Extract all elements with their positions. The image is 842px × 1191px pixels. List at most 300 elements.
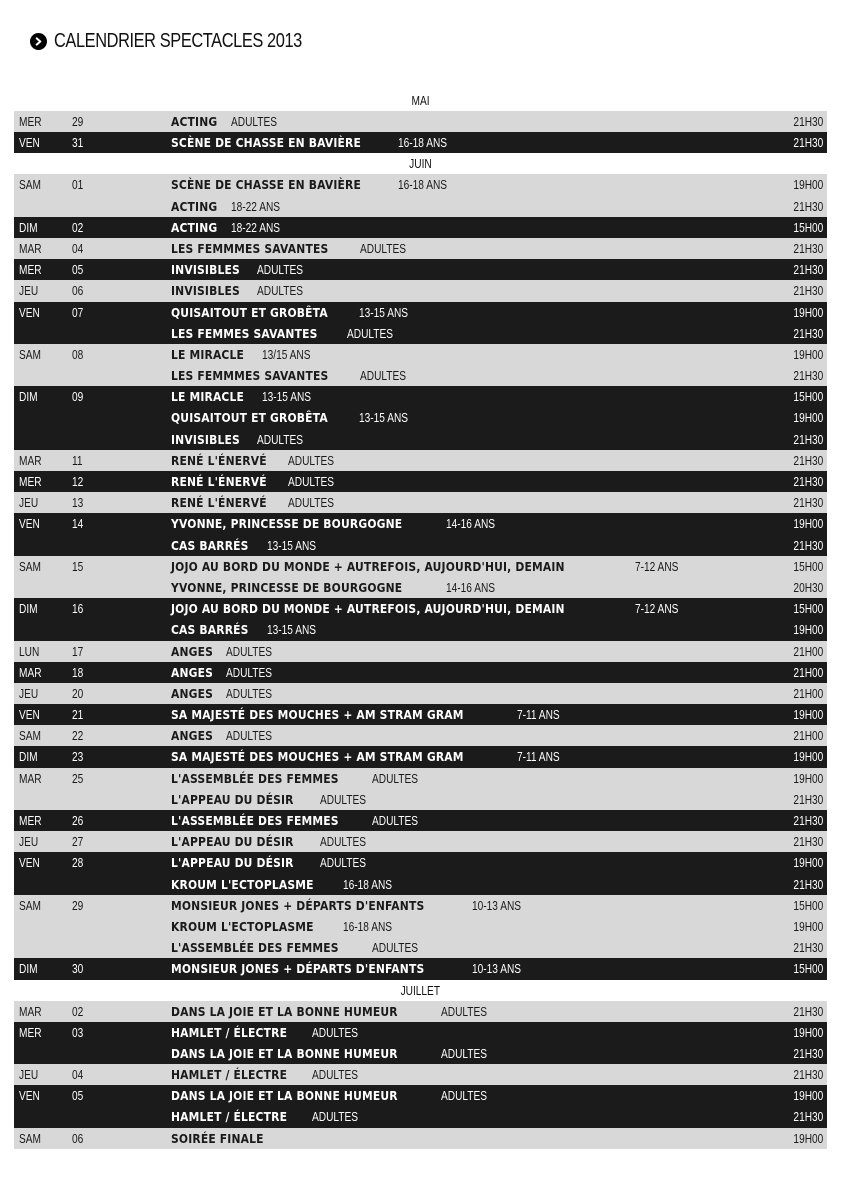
show-info (171, 217, 294, 238)
show-title: YVONNE, PRINCESSE DE BOURGOGNE (171, 516, 403, 532)
event-row (14, 132, 827, 153)
weekday: SAM (19, 728, 41, 744)
event-row (14, 662, 827, 683)
show-time: 15H00 (793, 961, 823, 977)
show-info (171, 429, 316, 450)
day-number: 22 (72, 728, 84, 744)
event-row (14, 217, 827, 238)
day-number: 05 (72, 1088, 84, 1104)
event-row (14, 323, 827, 344)
show-info (171, 598, 690, 619)
month-heading (14, 153, 827, 174)
show-time: 21H00 (793, 664, 823, 680)
show-info (171, 407, 422, 428)
show-time: 15H00 (793, 558, 823, 574)
weekday: MAR (19, 240, 42, 256)
weekday: JEU (19, 834, 39, 850)
event-row (14, 196, 827, 217)
show-time: 21H00 (793, 728, 823, 744)
show-info (171, 831, 379, 852)
show-info (171, 1128, 285, 1149)
show-info (171, 1085, 500, 1106)
day-group (14, 746, 827, 767)
day-group (14, 132, 827, 153)
event-row (14, 768, 827, 789)
audience-label: 16-18 ANS (342, 876, 392, 892)
show-info (171, 1001, 500, 1022)
show-title: CAS BARRÉS (171, 622, 249, 638)
show-title: LES FEMMMES SAVANTES (171, 240, 329, 256)
show-time: 19H00 (793, 410, 823, 426)
day-group (14, 238, 827, 259)
event-row (14, 492, 827, 513)
audience-label: 14-16 ANS (445, 516, 496, 532)
day-number: 06 (72, 1130, 84, 1146)
day-number: 27 (72, 834, 84, 850)
day-group (14, 1085, 827, 1127)
page-title: CALENDRIER SPECTACLES 2013 (54, 29, 302, 52)
day-group (14, 344, 827, 386)
day-number: 02 (72, 219, 84, 235)
day-group (14, 598, 827, 640)
show-title: LE MIRACLE (171, 346, 245, 362)
show-info (171, 725, 285, 746)
event-row (14, 429, 827, 450)
day-number: 04 (72, 1067, 84, 1083)
audience-label: ADULTES (288, 474, 335, 489)
show-info (171, 280, 316, 301)
day-group (14, 492, 827, 513)
show-time: 21H30 (793, 262, 823, 278)
day-group (14, 217, 827, 238)
show-time: 21H30 (793, 1045, 823, 1061)
audience-label: 16-18 ANS (397, 135, 447, 151)
show-info (171, 916, 406, 937)
event-row (14, 513, 827, 534)
show-title: ANGES (171, 643, 214, 659)
weekday: SAM (19, 177, 41, 193)
audience-label: 13/15 ANS (261, 346, 311, 362)
weekday: DIM (19, 749, 38, 765)
show-time: 19H00 (793, 304, 823, 320)
show-title: INVISIBLES (171, 262, 240, 278)
show-time: 15H00 (793, 601, 823, 617)
show-time: 21H30 (793, 940, 823, 956)
event-row (14, 852, 827, 873)
month-heading (14, 90, 827, 111)
show-time: 21H30 (793, 368, 823, 384)
weekday: DIM (19, 961, 38, 977)
day-number: 14 (72, 516, 84, 532)
show-time: 21H30 (793, 495, 823, 511)
show-title: L'APPEAU DU DÉSIR (171, 791, 294, 807)
day-group (14, 556, 827, 598)
weekday: VEN (19, 855, 40, 871)
show-title: ANGES (171, 685, 214, 701)
day-number: 29 (72, 897, 84, 913)
weekday: VEN (19, 304, 40, 320)
audience-label: 13-15 ANS (359, 304, 409, 320)
event-row (14, 577, 827, 598)
weekday: MAR (19, 1003, 42, 1019)
show-time: 21H30 (793, 135, 823, 151)
audience-label: 7-12 ANS (634, 601, 679, 617)
audience-label: ADULTES (347, 325, 394, 341)
audience-label: ADULTES (371, 813, 419, 828)
show-title: INVISIBLES (171, 431, 240, 447)
show-info (171, 344, 324, 365)
audience-label: ADULTES (311, 1109, 359, 1125)
show-title: KROUM L'ECTOPLASME (171, 918, 314, 934)
show-info (171, 111, 290, 132)
show-title: RENÉ L'ÉNERVÉ (171, 452, 267, 468)
show-title: DANS LA JOIE ET LA BONNE HUMEUR (171, 1003, 398, 1019)
weekday: DIM (19, 601, 38, 617)
audience-label: ADULTES (440, 1088, 487, 1104)
show-time: 21H30 (793, 431, 823, 447)
audience-label: ADULTES (257, 431, 304, 447)
audience-label: 13-15 ANS (359, 410, 409, 426)
event-row (14, 280, 827, 301)
show-title: SOIRÉE FINALE (171, 1130, 264, 1146)
event-row (14, 874, 827, 895)
show-title: ANGES (171, 664, 214, 680)
audience-label: 13-15 ANS (261, 389, 311, 405)
show-title: SA MAJESTÉ DES MOUCHES + AM STRAM GRAM (171, 707, 464, 723)
event-row (14, 746, 827, 767)
event-row (14, 831, 827, 852)
day-number: 01 (72, 177, 84, 193)
show-time: 21H30 (793, 791, 823, 807)
show-info (171, 492, 347, 513)
show-time: 19H00 (793, 749, 823, 765)
show-time: 21H30 (793, 537, 823, 553)
event-row (14, 958, 827, 979)
show-title: HAMLET / ÉLECTRE (171, 1109, 288, 1125)
show-title: MONSIEUR JONES + DÉPARTS D'ENFANTS (171, 897, 425, 913)
event-row (14, 1128, 827, 1149)
show-title: QUISAITOUT ET GROBÊTA (171, 410, 328, 426)
day-number: 06 (72, 283, 84, 299)
day-group (14, 302, 827, 344)
audience-label: ADULTES (225, 643, 272, 659)
weekday: MAR (19, 664, 42, 680)
event-row (14, 810, 827, 831)
event-row (14, 1043, 827, 1064)
day-number: 16 (72, 601, 84, 617)
show-time: 19H00 (793, 1024, 823, 1040)
audience-label: ADULTES (288, 495, 335, 511)
show-time: 21H30 (793, 474, 823, 489)
show-time: 21H30 (793, 198, 823, 214)
day-number: 29 (72, 114, 84, 129)
weekday: VEN (19, 135, 40, 151)
weekday: MER (19, 813, 42, 828)
show-info (171, 768, 431, 789)
event-row (14, 407, 827, 428)
show-time: 19H00 (793, 1130, 823, 1146)
day-group (14, 641, 827, 662)
audience-label: 10-13 ANS (471, 961, 521, 977)
weekday: MAR (19, 770, 42, 786)
weekday: SAM (19, 558, 41, 574)
show-title: ACTING (171, 198, 218, 214)
show-title: ACTING (171, 219, 218, 235)
audience-label: 7-12 ANS (634, 558, 679, 574)
show-title: L'ASSEMBLÉE DES FEMMES (171, 940, 339, 956)
audience-label: 7-11 ANS (517, 749, 560, 765)
event-row (14, 598, 827, 619)
show-title: SCÈNE DE CHASSE EN BAVIÈRE (171, 177, 361, 193)
audience-label: ADULTES (311, 1024, 359, 1040)
audience-label: ADULTES (319, 855, 366, 871)
day-number: 05 (72, 262, 84, 278)
day-group (14, 852, 827, 894)
day-group (14, 704, 827, 725)
day-group (14, 280, 827, 301)
show-info (171, 174, 461, 195)
show-info (171, 323, 406, 344)
show-calendar (14, 90, 827, 1149)
day-group (14, 768, 827, 810)
show-info (171, 662, 285, 683)
audience-label: 13-15 ANS (267, 622, 317, 638)
show-info (171, 1022, 371, 1043)
show-time: 19H00 (793, 1088, 823, 1104)
day-number: 17 (72, 643, 84, 659)
show-time: 15H00 (793, 219, 823, 235)
show-title: LE MIRACLE (171, 389, 245, 405)
show-title: DANS LA JOIE ET LA BONNE HUMEUR (171, 1088, 398, 1104)
day-group (14, 259, 827, 280)
show-info (171, 238, 419, 259)
show-info (171, 1106, 371, 1127)
event-row (14, 937, 827, 958)
audience-label: 16-18 ANS (397, 177, 447, 193)
show-info (171, 1064, 371, 1085)
day-group (14, 471, 827, 492)
show-time: 21H30 (793, 1003, 823, 1019)
show-title: HAMLET / ÉLECTRE (171, 1067, 288, 1083)
event-row (14, 386, 827, 407)
show-info (171, 683, 285, 704)
day-number: 11 (72, 452, 83, 468)
day-group (14, 958, 827, 979)
show-time: 19H00 (793, 770, 823, 786)
show-time: 19H00 (793, 622, 823, 638)
show-title: ANGES (171, 728, 214, 744)
show-info (171, 471, 347, 492)
audience-label: 7-11 ANS (517, 707, 560, 723)
weekday: MAR (19, 452, 42, 468)
show-title: L'ASSEMBLÉE DES FEMMES (171, 770, 339, 786)
show-title: L'APPEAU DU DÉSIR (171, 834, 294, 850)
month-name: JUIN (409, 156, 432, 172)
weekday: VEN (19, 516, 40, 532)
event-row (14, 1064, 827, 1085)
show-info (171, 450, 347, 471)
weekday: SAM (19, 1130, 41, 1146)
show-info (171, 852, 379, 873)
show-info (171, 132, 461, 153)
audience-label: ADULTES (440, 1003, 487, 1019)
day-group (14, 1128, 827, 1149)
show-title: MONSIEUR JONES + DÉPARTS D'ENFANTS (171, 961, 425, 977)
month-name: MAI (411, 93, 430, 108)
audience-label: 18-22 ANS (230, 198, 280, 214)
day-group (14, 683, 827, 704)
weekday: SAM (19, 897, 41, 913)
audience-label: 13-15 ANS (267, 537, 317, 553)
event-row (14, 789, 827, 810)
show-time: 19H00 (793, 177, 823, 193)
day-number: 31 (72, 135, 84, 151)
show-time: 21H30 (793, 1067, 823, 1083)
day-group (14, 111, 827, 132)
event-row (14, 916, 827, 937)
weekday: DIM (19, 219, 38, 235)
day-group (14, 386, 827, 450)
weekday: VEN (19, 1088, 40, 1104)
show-title: JOJO AU BORD DU MONDE + AUTREFOIS, AUJOURD'HUI, DEMAIN (171, 601, 565, 617)
day-group (14, 1022, 827, 1064)
show-info (171, 895, 535, 916)
show-time: 21H30 (793, 452, 823, 468)
show-info (171, 619, 330, 640)
chevron-right-icon (30, 33, 47, 50)
show-time: 19H00 (793, 516, 823, 532)
audience-label: ADULTES (225, 685, 272, 701)
audience-label: ADULTES (225, 664, 272, 680)
show-info (171, 556, 690, 577)
event-row (14, 535, 827, 556)
show-title: SA MAJESTÉ DES MOUCHES + AM STRAM GRAM (171, 749, 464, 765)
show-time: 21H30 (793, 114, 823, 129)
show-info (171, 365, 419, 386)
show-info (171, 577, 509, 598)
event-row (14, 683, 827, 704)
day-number: 25 (72, 770, 84, 786)
show-time: 15H00 (793, 897, 823, 913)
event-row (14, 725, 827, 746)
day-number: 30 (72, 961, 84, 977)
event-row (14, 111, 827, 132)
day-group (14, 174, 827, 216)
day-number: 07 (72, 304, 84, 320)
day-number: 15 (72, 558, 84, 574)
audience-label: ADULTES (288, 452, 335, 468)
day-number: 03 (72, 1024, 84, 1040)
event-row (14, 450, 827, 471)
show-info (171, 958, 535, 979)
day-number: 08 (72, 346, 84, 362)
audience-label: ADULTES (371, 940, 419, 956)
audience-label: ADULTES (360, 368, 407, 384)
day-number: 13 (72, 495, 84, 511)
day-group (14, 450, 827, 471)
month-heading (14, 980, 827, 1001)
show-title: INVISIBLES (171, 283, 240, 299)
audience-label: ADULTES (319, 834, 366, 850)
event-row (14, 238, 827, 259)
show-time: 21H30 (793, 876, 823, 892)
show-title: JOJO AU BORD DU MONDE + AUTREFOIS, AUJOURD'HUI, DEMAIN (171, 558, 565, 574)
day-group (14, 831, 827, 852)
show-time: 21H00 (793, 685, 823, 701)
day-group (14, 1001, 827, 1022)
show-info (171, 789, 379, 810)
event-row (14, 895, 827, 916)
audience-label: ADULTES (360, 240, 407, 256)
event-row (14, 302, 827, 323)
day-number: 26 (72, 813, 84, 828)
show-time: 21H30 (793, 834, 823, 850)
show-time: 21H30 (793, 283, 823, 299)
weekday: SAM (19, 346, 41, 362)
show-time: 21H30 (793, 325, 823, 341)
show-info (171, 386, 325, 407)
day-number: 02 (72, 1003, 84, 1019)
show-title: YVONNE, PRINCESSE DE BOURGOGNE (171, 579, 403, 595)
show-info (171, 810, 431, 831)
show-time: 21H00 (793, 643, 823, 659)
event-row (14, 1106, 827, 1127)
weekday: VEN (19, 707, 40, 723)
show-title: HAMLET / ÉLECTRE (171, 1024, 288, 1040)
event-row (14, 1085, 827, 1106)
show-info (171, 302, 422, 323)
audience-label: ADULTES (371, 770, 419, 786)
show-title: L'ASSEMBLÉE DES FEMMES (171, 813, 339, 828)
day-group (14, 513, 827, 555)
event-row (14, 556, 827, 577)
show-info (171, 641, 285, 662)
audience-label: 14-16 ANS (445, 579, 496, 595)
event-row (14, 174, 827, 195)
day-group (14, 725, 827, 746)
show-time: 21H30 (793, 240, 823, 256)
weekday: DIM (19, 389, 38, 405)
event-row (14, 1022, 827, 1043)
show-time: 19H00 (793, 707, 823, 723)
event-row (14, 259, 827, 280)
event-row (14, 704, 827, 725)
show-title: RENÉ L'ÉNERVÉ (171, 474, 267, 489)
audience-label: 10-13 ANS (471, 897, 521, 913)
show-title: QUISAITOUT ET GROBÊTA (171, 304, 328, 320)
audience-label: 18-22 ANS (230, 219, 280, 235)
day-number: 20 (72, 685, 84, 701)
day-number: 28 (72, 855, 84, 871)
day-number: 12 (72, 474, 84, 489)
show-title: RENÉ L'ÉNERVÉ (171, 495, 267, 511)
event-row (14, 619, 827, 640)
event-row (14, 641, 827, 662)
show-info (171, 196, 294, 217)
show-info (171, 535, 330, 556)
day-number: 23 (72, 749, 84, 765)
show-time: 21H30 (793, 813, 823, 828)
weekday: MER (19, 262, 42, 278)
audience-label: ADULTES (257, 262, 304, 278)
weekday: MER (19, 1024, 42, 1040)
show-info (171, 874, 406, 895)
audience-label: ADULTES (319, 791, 366, 807)
day-number: 18 (72, 664, 84, 680)
show-time: 15H00 (793, 389, 823, 405)
show-info (171, 259, 316, 280)
audience-label: ADULTES (311, 1067, 359, 1083)
